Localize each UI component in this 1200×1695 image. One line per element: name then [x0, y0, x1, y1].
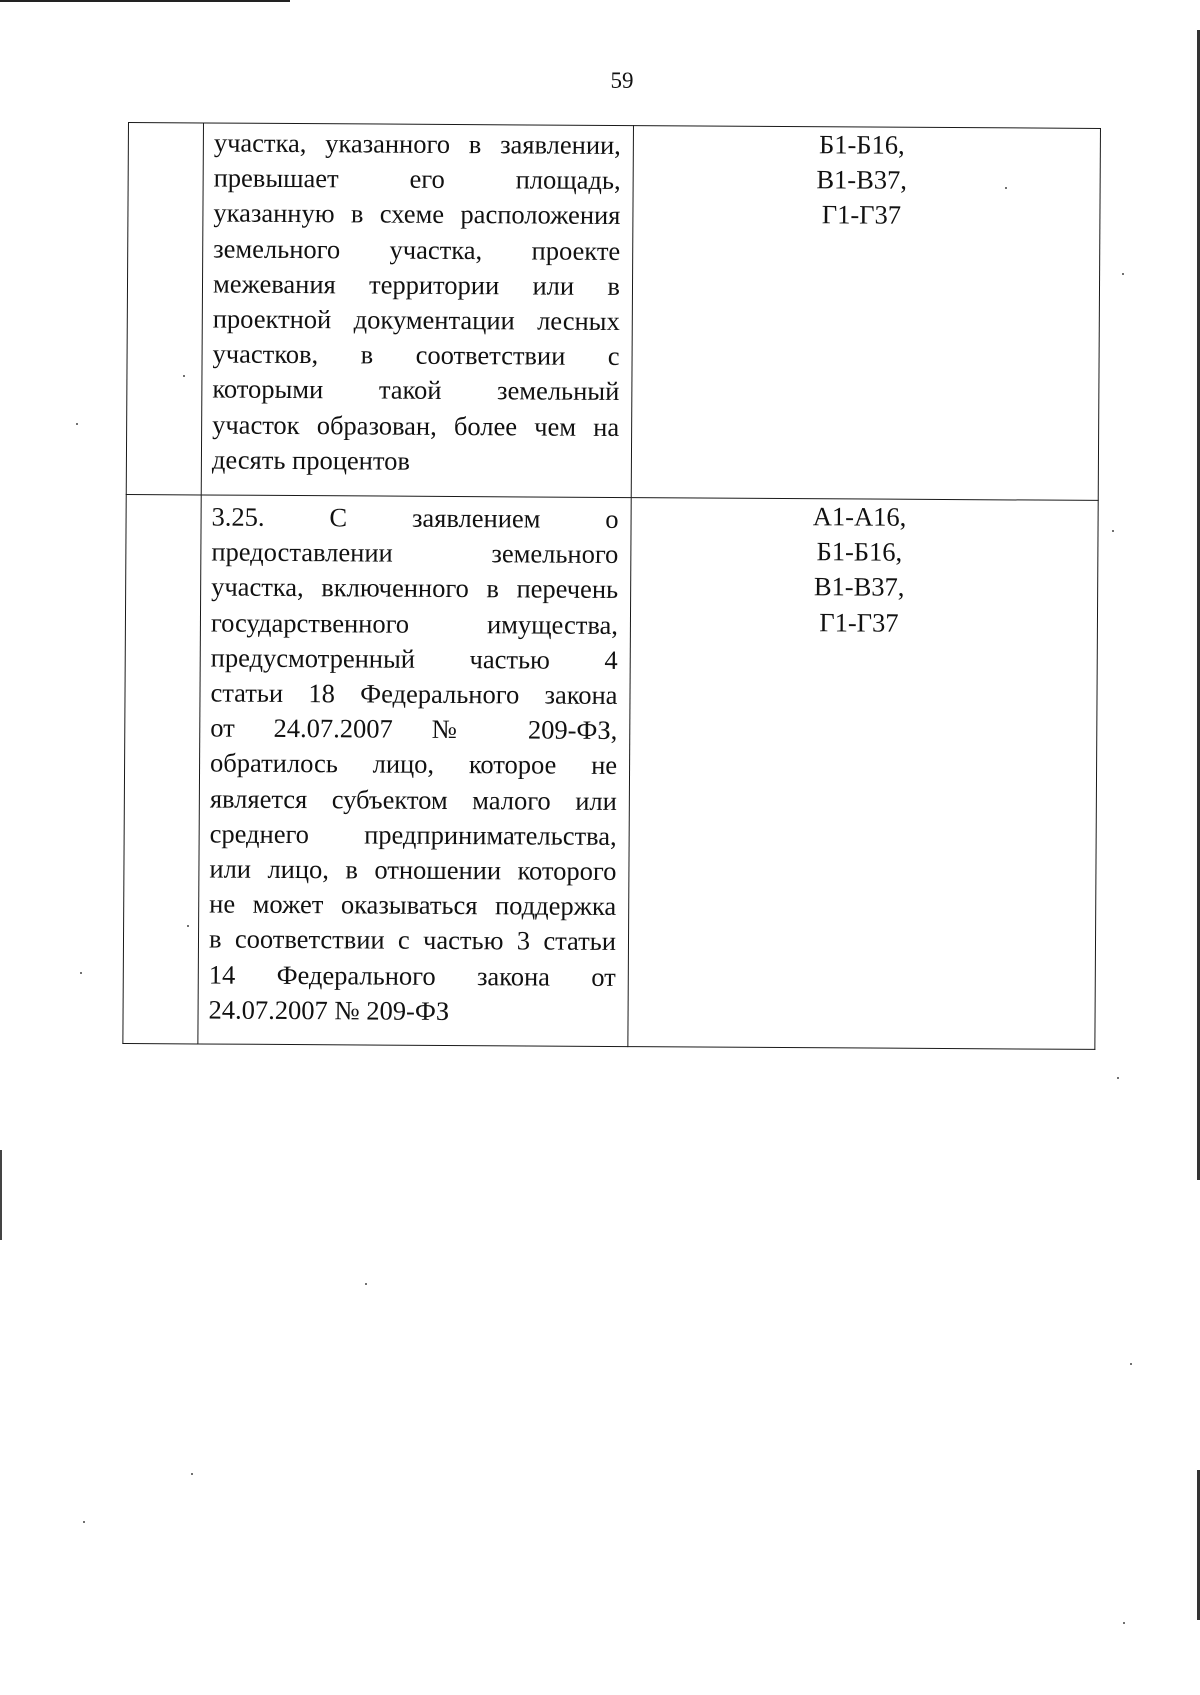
- description-line: предусмотренный частью 4: [210, 642, 618, 675]
- scan-speck: [1123, 1622, 1125, 1624]
- scan-speck: [1130, 1363, 1132, 1365]
- code-range: А1-А16,: [812, 501, 907, 532]
- code-range: В1-В37,: [813, 571, 905, 603]
- scan-speck: [80, 972, 82, 974]
- description-line: превышает его площадь,: [213, 162, 621, 196]
- scan-speck: [76, 423, 78, 425]
- description-line: участка, включенного в перечень: [211, 571, 619, 605]
- row-number-cell: [126, 123, 203, 495]
- scan-speck: [1005, 187, 1007, 189]
- description-line: статьи 18 Федерального закона: [210, 677, 618, 711]
- scan-speck: [1122, 273, 1124, 275]
- description-cell: [198, 495, 631, 1047]
- scan-edge-left: [0, 1150, 2, 1240]
- scan-speck: [191, 1473, 193, 1475]
- description-line: участков, в соответствии с: [212, 338, 620, 372]
- scan-speck: [187, 925, 189, 927]
- scan-speck: [183, 375, 185, 377]
- description-line: обратилось лицо, которое не: [209, 747, 618, 781]
- description-line: от 24.07.2007 № 209-ФЗ,: [210, 712, 618, 746]
- description-cell: [201, 123, 633, 498]
- scan-speck: [1117, 1077, 1119, 1079]
- description-line: 24.07.2007 № 209-ФЗ: [208, 994, 450, 1026]
- scan-edge-top: [0, 0, 290, 2]
- description-line: или лицо, в отношении которого: [209, 853, 617, 887]
- code-range: В1-В37,: [816, 164, 908, 195]
- description-line: 14 Федерального закона от: [208, 959, 616, 992]
- table-row: [126, 123, 1100, 501]
- page-number: 59: [610, 68, 634, 93]
- description-line: десять процентов: [211, 444, 410, 476]
- description-line: участок образован, более чем на: [212, 409, 620, 442]
- description-line: земельного участка, проекте: [213, 233, 621, 266]
- scan-speck: [1112, 530, 1114, 532]
- description-line: которыми такой земельный: [212, 373, 620, 407]
- description-line: не может оказываться поддержка: [209, 888, 617, 922]
- requirements-table: [122, 122, 1101, 1050]
- code-range: Г1-Г37: [821, 199, 902, 231]
- code-range: Г1-Г37: [819, 606, 899, 638]
- description-line: межевания территории или в: [212, 268, 621, 301]
- codes-cell: [628, 498, 1098, 1050]
- description-line: является субъектом малого или: [209, 783, 617, 816]
- description-line: среднего предпринимательства,: [209, 818, 617, 851]
- description-line: предоставлении земельного: [211, 536, 619, 570]
- row-number-cell: [123, 494, 201, 1043]
- description-line: участка, указанного в заявлении,: [213, 127, 621, 161]
- description-line: проектной документации лесных: [212, 303, 620, 337]
- description-line: 3.25. С заявлением о: [211, 501, 619, 535]
- scan-speck: [83, 1521, 85, 1523]
- code-range: Б1-Б16,: [816, 536, 903, 567]
- codes-cell: [631, 126, 1100, 501]
- table-row: [123, 494, 1098, 1049]
- scan-speck: [365, 1283, 367, 1285]
- description-line: указанную в схеме расположения: [213, 197, 621, 231]
- description-line: государственного имущества,: [210, 607, 619, 640]
- code-range: Б1-Б16,: [818, 129, 905, 160]
- description-line: в соответствии с частью 3 статьи: [208, 923, 617, 957]
